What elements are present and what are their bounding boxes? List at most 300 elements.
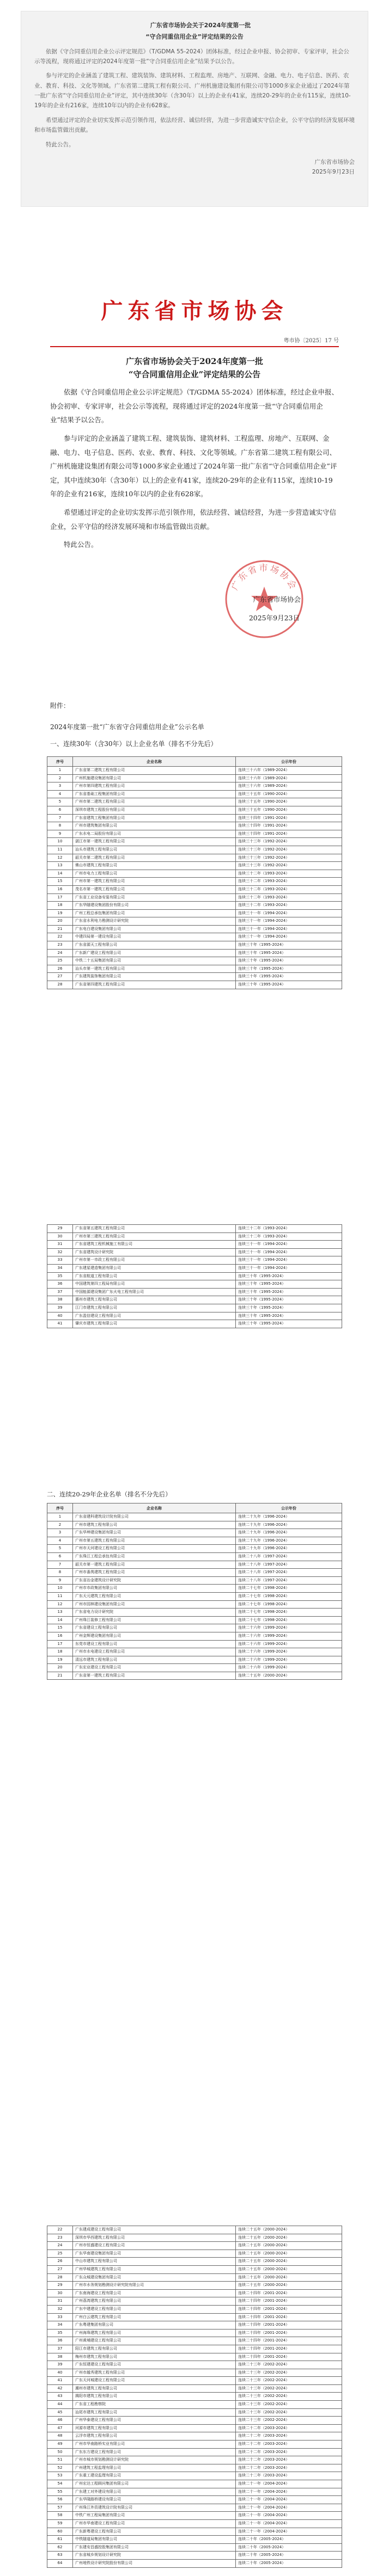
cell-no: 14 — [47, 1616, 73, 1624]
cell-no: 43 — [47, 2393, 73, 2401]
table-block-1 — [47, 756, 342, 989]
cell-no: 38 — [47, 1296, 73, 1304]
cell-record: 连续三十二年（1993-2024） — [236, 885, 342, 893]
body-paragraph-1: 依据《守合同重信用企业公示评定规范》（T/GDMA 55-2024）团体标准，经过企业申报、协会初审、专家评审，社会公示等流程，现将通过评定的2024年度第一批“守合同重信用企业”结果予以公告。 — [50, 388, 339, 424]
cell-no: 61 — [47, 2536, 73, 2544]
table-row — [47, 965, 342, 973]
cell-no: 34 — [47, 2321, 73, 2330]
red-header: 广东省市场协会 — [101, 298, 288, 324]
cell-enterprise-name: 韶关市第二建筑工程有限公司 — [73, 854, 236, 862]
cell-record: 连续二十四年（2001-2024） — [236, 2289, 342, 2297]
cell-no: 26 — [47, 2258, 73, 2266]
cell-enterprise-name: 广州工程总承包集团有限公司 — [73, 909, 236, 917]
table-row — [47, 2408, 342, 2417]
table-row — [47, 790, 342, 798]
table-row — [47, 917, 342, 926]
cell-enterprise-name: 广东华南建设集团有限公司 — [73, 2250, 236, 2258]
cell-enterprise-name: 广东省航道工程有限公司 — [73, 1272, 236, 1280]
cell-enterprise-name: 广东东方建设工程有限公司 — [73, 2448, 236, 2456]
cell-record: 连续三十一年（1994-2024） — [236, 1248, 342, 1256]
cell-record: 连续二十二年（2003-2024） — [236, 2441, 342, 2449]
cell-record: 连续二十一年（2004-2024） — [236, 2480, 342, 2488]
document-title-line2: “守合同重信用企业”评定结果的公告 — [128, 369, 261, 379]
cell-enterprise-name: 广东众城建设集团有限公司 — [73, 2273, 236, 2282]
table-row — [47, 2329, 342, 2337]
table-row — [47, 902, 342, 910]
table-row — [47, 1272, 342, 1280]
cell-no: 49 — [47, 2441, 73, 2449]
table-row — [47, 933, 342, 941]
cell-record: 连续二十五年（2000-2024） — [236, 2234, 342, 2242]
table-row — [47, 2321, 342, 2330]
table-row — [47, 925, 342, 933]
table-row — [47, 2488, 342, 2496]
cell-record: 连续二十五年（2000-2024） — [236, 2250, 342, 2258]
cell-enterprise-name: 广东省第一建筑工程有限公司 — [73, 1672, 236, 1680]
table-row — [47, 1256, 342, 1265]
cell-enterprise-name: 广东水电二局股份有限公司 — [73, 830, 236, 838]
cell-no: 48 — [47, 2432, 73, 2441]
cell-enterprise-name: 惠州市建筑工程有限公司 — [73, 1296, 236, 1304]
cell-enterprise-name: 广东省第五建筑工程有限公司 — [73, 1225, 236, 1233]
cell-enterprise-name: 深圳市华西建筑工程有限公司 — [73, 2234, 236, 2242]
cell-record: 连续二十年（2005-2024） — [236, 2552, 342, 2560]
enterprise-table-2 — [47, 1224, 342, 1328]
header-name: 企业名称 — [73, 1503, 236, 1513]
cell-record: 连续二十二年（2003-2024） — [236, 2432, 342, 2441]
table-row — [47, 2305, 342, 2313]
cell-record: 连续三十四年（1991-2024） — [236, 822, 342, 830]
cell-record: 连续二十四年（2001-2024） — [236, 2321, 342, 2330]
cell-record: 连续三十年（1995-2024） — [236, 957, 342, 965]
cell-no: 15 — [47, 1624, 73, 1632]
cell-no: 37 — [47, 1288, 73, 1296]
table-block-2 — [47, 1224, 342, 1328]
cell-enterprise-name: 东莞市建设工程有限公司 — [73, 1640, 236, 1648]
cell-enterprise-name: 广州市华南建设工程有限公司 — [73, 2519, 236, 2528]
cell-no: 25 — [47, 957, 73, 965]
cell-no: 60 — [47, 2528, 73, 2536]
cell-enterprise-name: 广州华泰建设工程有限公司 — [73, 2417, 236, 2425]
cell-enterprise-name: 广州市城市规划勘测设计研究院 — [73, 2456, 236, 2464]
cell-record: 连续二十三年（2002-2024） — [236, 2417, 342, 2425]
cell-no: 29 — [47, 1225, 73, 1233]
cell-enterprise-name: 广东省水利电力勘测设计研究院 — [73, 917, 236, 926]
cell-no: 17 — [47, 1640, 73, 1648]
table-row — [47, 1264, 342, 1272]
cell-record: 连续二十三年（2002-2024） — [236, 2408, 342, 2417]
table-row — [47, 1672, 342, 1680]
cell-enterprise-name: 清远市建筑工程有限公司 — [73, 1656, 236, 1664]
cell-record: 连续三十六年（1989-2024） — [236, 774, 342, 782]
cell-no: 56 — [47, 2496, 73, 2504]
enterprise-table-3 — [47, 1503, 342, 1680]
cell-no: 64 — [47, 2559, 73, 2567]
table-row — [47, 909, 342, 917]
cell-enterprise-name: 广州建筑工程监理有限公司 — [73, 2464, 236, 2472]
cell-record: 连续三十年（1995-2024） — [236, 941, 342, 950]
cell-record: 连续三十一年（1994-2024） — [236, 909, 342, 917]
cell-record: 连续二十八年（1997-2024） — [236, 1569, 342, 1577]
cell-record: 连续二十二年（2003-2024） — [236, 2464, 342, 2472]
cell-enterprise-name: 广东宏业建设工程有限公司 — [73, 1664, 236, 1672]
table-row — [47, 1248, 342, 1256]
cell-no: 26 — [47, 965, 73, 973]
cell-enterprise-name: 广州机施建设集团有限公司 — [73, 774, 236, 782]
table-block-4 — [47, 2226, 342, 2568]
cell-enterprise-name: 中国建筑第四工程局有限公司 — [73, 1280, 236, 1289]
cell-record: 连续二十一年（2004-2024） — [236, 2512, 342, 2520]
cell-enterprise-name: 广州市番禺建筑工程有限公司 — [73, 1569, 236, 1577]
cell-record: 连续二十九年（1996-2024） — [236, 1529, 342, 1537]
table-row — [47, 1656, 342, 1664]
table-block-3 — [47, 1490, 342, 1680]
cell-no: 2 — [47, 774, 73, 782]
cell-no: 31 — [47, 1241, 73, 1249]
header-name: 企业名称 — [73, 757, 236, 767]
cell-enterprise-name: 广东省源天工程有限公司 — [73, 941, 236, 950]
table-row — [47, 862, 342, 870]
cell-record: 连续二十七年（1998-2024） — [236, 1609, 342, 1617]
cell-enterprise-name: 广东省建科建筑设计院有限公司 — [73, 1513, 236, 1521]
cell-record: 连续三十三年（1992-2024） — [236, 862, 342, 870]
preview-title-line2: “守合同重信用企业”评定结果的公告 — [145, 33, 244, 41]
table-row — [47, 2345, 342, 2353]
cell-record: 连续二十七年（1998-2024） — [236, 1616, 342, 1624]
cell-no: 9 — [47, 1576, 73, 1585]
cell-no: 38 — [47, 2353, 73, 2361]
cell-record: 连续二十一年（2004-2024） — [236, 2528, 342, 2536]
cell-record: 连续三十年（1995-2024） — [236, 981, 342, 989]
cell-no: 3 — [47, 1529, 73, 1537]
cell-no: 28 — [47, 2273, 73, 2282]
body-paragraph-2: 参与评定的企业涵盖了建筑工程、建筑装饰、建筑材料、工程监理、房地产、互联网、金融、电力、电子信息、医药、农业、教育、科技、文化等领域。广东省第二建筑工程有限公司、广州机施建设集团有限公司等1000多家企业通过了2024年第一批广东省“守合同重信用企业”评定，其中连续30年（含30年）以上的企业有41家，连续20-29年的企业有115家，连续10-19年的企业有216家，连续10年以内的企业有628家。 — [50, 434, 337, 498]
cell-enterprise-name: 中建四局第一建设有限公司 — [73, 933, 236, 941]
cell-no: 5 — [47, 798, 73, 806]
table-row — [47, 949, 342, 957]
cell-record: 连续二十三年（2002-2024） — [236, 2369, 342, 2377]
cell-record: 连续三十四年（1991-2024） — [236, 830, 342, 838]
cell-enterprise-name: 广东省工程勘察院 — [73, 2401, 236, 2409]
cell-no: 57 — [47, 2504, 73, 2512]
cell-no: 29 — [47, 2282, 73, 2290]
table-row — [47, 1529, 342, 1537]
table-row — [47, 1225, 342, 1233]
cell-record: 连续三十二年（1993-2024） — [236, 893, 342, 902]
table-row — [47, 2369, 342, 2377]
table-body-2 — [47, 1225, 342, 1328]
table-row — [47, 2464, 342, 2472]
cell-no: 18 — [47, 1648, 73, 1656]
cell-record: 连续二十九年（1996-2024） — [236, 1537, 342, 1545]
cell-no: 6 — [47, 1552, 73, 1561]
cell-no: 32 — [47, 1248, 73, 1256]
cell-enterprise-name: 中铁二十五局集团有限公司 — [73, 957, 236, 965]
cell-record: 连续三十五年（1990-2024） — [236, 790, 342, 798]
cell-enterprise-name: 广东省城乡规划设计研究院 — [73, 2552, 236, 2560]
cell-record: 连续二十三年（2002-2024） — [236, 2361, 342, 2369]
cell-enterprise-name: 广东省建筑工程集团有限公司 — [73, 814, 236, 822]
cell-record: 连续三十二年（1993-2024） — [236, 1232, 342, 1241]
cell-enterprise-name: 广东建成建设工程有限公司 — [73, 2226, 236, 2234]
preview-paragraph-4: 特此公告。 — [46, 141, 75, 148]
cell-enterprise-name: 广州白云建筑工程有限公司 — [73, 2313, 236, 2321]
cell-enterprise-name: 广东新粤建设工程有限公司 — [73, 2528, 236, 2536]
cell-no: 30 — [47, 1232, 73, 1241]
cell-record: 连续三十一年（1994-2024） — [236, 1256, 342, 1265]
table-row — [47, 774, 342, 782]
cell-record: 连续三十六年（1989-2024） — [236, 782, 342, 791]
cell-enterprise-name: 广州珠江装修工程有限公司 — [73, 1616, 236, 1624]
table-row — [47, 1624, 342, 1632]
cell-record: 连续二十二年（2003-2024） — [236, 2472, 342, 2480]
table-row — [47, 2297, 342, 2306]
cell-enterprise-name: 广州市第四建筑工程有限公司 — [73, 782, 236, 791]
document-title — [50, 355, 339, 381]
cell-enterprise-name: 中国能源建设集团广东火电工程有限公司 — [73, 1288, 236, 1296]
table-row — [47, 893, 342, 902]
cell-no: 31 — [47, 2297, 73, 2306]
table-row — [47, 2337, 342, 2345]
table-row — [47, 878, 342, 886]
cell-no: 19 — [47, 909, 73, 917]
cell-no: 4 — [47, 1537, 73, 1545]
cell-enterprise-name: 云浮市建筑工程有限公司 — [73, 2432, 236, 2441]
cell-no: 37 — [47, 2345, 73, 2353]
cell-record: 连续二十九年（1996-2024） — [236, 1513, 342, 1521]
cell-enterprise-name: 广东天元建筑工程有限公司 — [73, 1592, 236, 1600]
cell-record: 连续三十六年（1989-2024） — [236, 767, 342, 775]
document-body — [50, 385, 339, 552]
cell-enterprise-name: 潮州市建筑工程有限公司 — [73, 2384, 236, 2393]
cell-record: 连续三十四年（1991-2024） — [236, 814, 342, 822]
table-row — [47, 1569, 342, 1577]
cell-record: 连续三十二年（1993-2024） — [236, 878, 342, 886]
cell-record: 连续二十四年（2001-2024） — [236, 2345, 342, 2353]
cell-no: 16 — [47, 885, 73, 893]
cell-record: 连续二十三年（2002-2024） — [236, 2384, 342, 2393]
cell-record: 连续三十年（1995-2024） — [236, 949, 342, 957]
table-row — [47, 957, 342, 965]
table-row — [47, 2242, 342, 2250]
cell-record: 连续三十三年（1992-2024） — [236, 846, 342, 854]
cell-record: 连续二十二年（2003-2024） — [236, 2424, 342, 2432]
cell-no: 59 — [47, 2519, 73, 2528]
cell-no: 23 — [47, 2234, 73, 2242]
cell-enterprise-name: 广州宏达工程顾问集团有限公司 — [73, 2480, 236, 2488]
cell-no: 53 — [47, 2472, 73, 2480]
cell-enterprise-name: 茂名市第一建筑工程有限公司 — [73, 885, 236, 893]
cell-enterprise-name: 广州市市政集团有限公司 — [73, 1585, 236, 1593]
table-row — [47, 2282, 342, 2290]
table-row — [47, 870, 342, 878]
cell-no: 13 — [47, 862, 73, 870]
cell-record: 连续二十一年（2004-2024） — [236, 2519, 342, 2528]
enterprise-table-1 — [47, 756, 342, 989]
cell-enterprise-name: 广东新广建设工程有限公司 — [73, 949, 236, 957]
table-row — [47, 1232, 342, 1241]
table-row — [47, 2226, 342, 2234]
cell-record: 连续三十三年（1992-2024） — [236, 838, 342, 846]
cell-enterprise-name: 广州市园林建设集团有限公司 — [73, 1600, 236, 1609]
table-row — [47, 981, 342, 989]
cell-enterprise-name: 中铁隧道局集团有限公司 — [73, 2536, 236, 2544]
table-row — [47, 973, 342, 981]
cell-enterprise-name: 广东省冶金建筑设计研究院 — [73, 1576, 236, 1585]
cell-no: 11 — [47, 1592, 73, 1600]
cell-enterprise-name: 广州市建筑工程有限公司 — [73, 1521, 236, 1529]
cell-no: 9 — [47, 830, 73, 838]
cell-enterprise-name: 广州市天河建设工程有限公司 — [73, 1545, 236, 1553]
preview-sign-date: 2025年9月23日 — [312, 169, 355, 176]
cell-record: 连续二十四年（2001-2024） — [236, 2353, 342, 2361]
cell-record: 连续二十四年（2001-2024） — [236, 2329, 342, 2337]
cell-no: 4 — [47, 790, 73, 798]
table-row — [47, 2456, 342, 2464]
cell-record: 连续二十五年（2000-2024） — [236, 2273, 342, 2282]
cell-enterprise-name: 广东华隆路桥建设有限公司 — [73, 2496, 236, 2504]
table-row — [47, 941, 342, 950]
cell-enterprise-name: 梅州市建筑工程有限公司 — [73, 2353, 236, 2361]
cell-no: 8 — [47, 1569, 73, 1577]
preview-sign-org: 广东省市场协会 — [314, 158, 355, 165]
cell-record: 连续二十四年（2001-2024） — [236, 2305, 342, 2313]
cell-no: 19 — [47, 1656, 73, 1664]
table-row — [47, 2417, 342, 2425]
table-row — [47, 2496, 342, 2504]
cell-no: 5 — [47, 1545, 73, 1553]
cell-enterprise-name: 广东南海建设工程有限公司 — [73, 2289, 236, 2297]
cell-enterprise-name: 广东盈信建设工程有限公司 — [73, 1312, 236, 1320]
cell-record: 连续二十一年（2004-2024） — [236, 2488, 342, 2496]
table-row — [47, 1561, 342, 1569]
cell-no: 18 — [47, 902, 73, 910]
cell-enterprise-name: 广东建筑装饰集团有限公司 — [73, 973, 236, 981]
cell-enterprise-name: 湛江市第一建筑工程有限公司 — [73, 838, 236, 846]
cell-enterprise-name: 广东粤建集团有限公司 — [73, 2321, 236, 2330]
table-row — [47, 2401, 342, 2409]
table-row — [47, 1664, 342, 1672]
table-row — [47, 1576, 342, 1585]
cell-enterprise-name: 广州市第一建筑工程有限公司 — [73, 878, 236, 886]
cell-no: 16 — [47, 1632, 73, 1640]
cell-enterprise-name: 深圳市建筑工程股份有限公司 — [73, 806, 236, 814]
cell-no: 46 — [47, 2417, 73, 2425]
table-row — [47, 1552, 342, 1561]
cell-record: 连续三十一年（1994-2024） — [236, 1264, 342, 1272]
cell-record: 连续二十六年（1999-2024） — [236, 1624, 342, 1632]
cell-no: 10 — [47, 838, 73, 846]
cell-no: 45 — [47, 2408, 73, 2417]
cell-enterprise-name: 汕头市第一建筑工程有限公司 — [73, 965, 236, 973]
cell-no: 24 — [47, 2242, 73, 2250]
signature-date: 2025年9月23日 — [248, 613, 300, 622]
cell-no: 40 — [47, 2369, 73, 2377]
table-row — [47, 2265, 342, 2273]
table-row — [47, 2250, 342, 2258]
cell-no: 50 — [47, 2448, 73, 2456]
cell-no: 11 — [47, 846, 73, 854]
cell-record: 连续二十三年（2002-2024） — [236, 2377, 342, 2385]
cell-record: 连续二十七年（1998-2024） — [236, 1585, 342, 1593]
section-2-title: 二、连续20-29年企业名单（排名不分先后） — [47, 1490, 172, 1498]
announcement-preview — [21, 11, 368, 207]
cell-enterprise-name: 广东省电力设计研究院 — [73, 1609, 236, 1617]
table-row — [47, 2559, 342, 2567]
cell-no: 51 — [47, 2456, 73, 2464]
cell-enterprise-name: 广州海珠建筑工程有限公司 — [73, 2329, 236, 2337]
cell-enterprise-name: 肇庆市建筑工程有限公司 — [73, 1320, 236, 1328]
cell-record: 连续二十九年（1996-2024） — [236, 1521, 342, 1529]
table-row — [47, 1280, 342, 1289]
cell-enterprise-name: 佛山市建筑工程有限公司 — [73, 862, 236, 870]
table-row — [47, 2552, 342, 2560]
seal-text: 广东省市场协会 — [229, 562, 300, 592]
cell-no: 35 — [47, 2329, 73, 2337]
cell-enterprise-name: 广东电白建设集团有限公司 — [73, 925, 236, 933]
cell-enterprise-name: 广州地铁设计研究院股份有限公司 — [73, 2559, 236, 2567]
header-record: 公示年份 — [236, 757, 342, 767]
cell-enterprise-name: 广州市第二建筑工程有限公司 — [73, 798, 236, 806]
cell-record: 连续二十年（2005-2024） — [236, 2559, 342, 2567]
cell-enterprise-name: 广东恒建建设工程有限公司 — [73, 2361, 236, 2369]
cell-enterprise-name: 广东珠江工程总承包有限公司 — [73, 1552, 236, 1561]
table-row — [47, 2441, 342, 2449]
table-row — [47, 814, 342, 822]
table-row — [47, 2480, 342, 2488]
table-row — [47, 1616, 342, 1624]
cell-no: 40 — [47, 1312, 73, 1320]
cell-no: 12 — [47, 854, 73, 862]
cell-enterprise-name: 广东省第四建筑工程有限公司 — [73, 981, 236, 989]
cell-no: 21 — [47, 1672, 73, 1680]
cell-record: 连续三十年（1995-2024） — [236, 1312, 342, 1320]
cell-no: 35 — [47, 1272, 73, 1280]
cell-enterprise-name: 韶关市第一建筑工程有限公司 — [73, 1561, 236, 1569]
table-row — [47, 2377, 342, 2385]
cell-enterprise-name: 江门市建筑工程有限公司 — [73, 1304, 236, 1312]
table-row — [47, 2289, 342, 2297]
cell-no: 22 — [47, 933, 73, 941]
table-row — [47, 2353, 342, 2361]
cell-enterprise-name: 广州市第一市政工程有限公司 — [73, 1256, 236, 1265]
attachment-header — [50, 701, 339, 748]
cell-record: 连续三十五年（1990-2024） — [236, 798, 342, 806]
table-row — [47, 2361, 342, 2369]
cell-record: 连续二十六年（1999-2024） — [236, 1640, 342, 1648]
table-row — [47, 782, 342, 791]
cell-record: 连续二十六年（1999-2024） — [236, 1632, 342, 1640]
cell-enterprise-name: 揭阳市建筑工程有限公司 — [73, 2393, 236, 2401]
cell-no: 7 — [47, 1561, 73, 1569]
table-row — [47, 854, 342, 862]
cell-record: 连续三十年（1995-2024） — [236, 1304, 342, 1312]
official-document — [50, 294, 339, 680]
table-row — [47, 1521, 342, 1529]
cell-record: 连续二十五年（2000-2024） — [236, 2282, 342, 2290]
cell-enterprise-name: 中铁广州工程局集团有限公司 — [73, 2512, 236, 2520]
cell-enterprise-name: 广东建星建造集团有限公司 — [73, 1264, 236, 1272]
table-row — [47, 2543, 342, 2552]
table-body-4 — [47, 2226, 342, 2568]
cell-no: 1 — [47, 767, 73, 775]
cell-enterprise-name: 广东省工业设备安装有限公司 — [73, 893, 236, 902]
cell-enterprise-name: 广州市恒盛建设工程有限公司 — [73, 2242, 236, 2250]
cell-enterprise-name: 广州市越秀建筑工程有限公司 — [73, 2369, 236, 2377]
cell-no: 20 — [47, 1664, 73, 1672]
cell-enterprise-name: 广州市水务规划勘测设计研究院有限公司 — [73, 2282, 236, 2290]
cell-record: 连续二十四年（2001-2024） — [236, 2337, 342, 2345]
